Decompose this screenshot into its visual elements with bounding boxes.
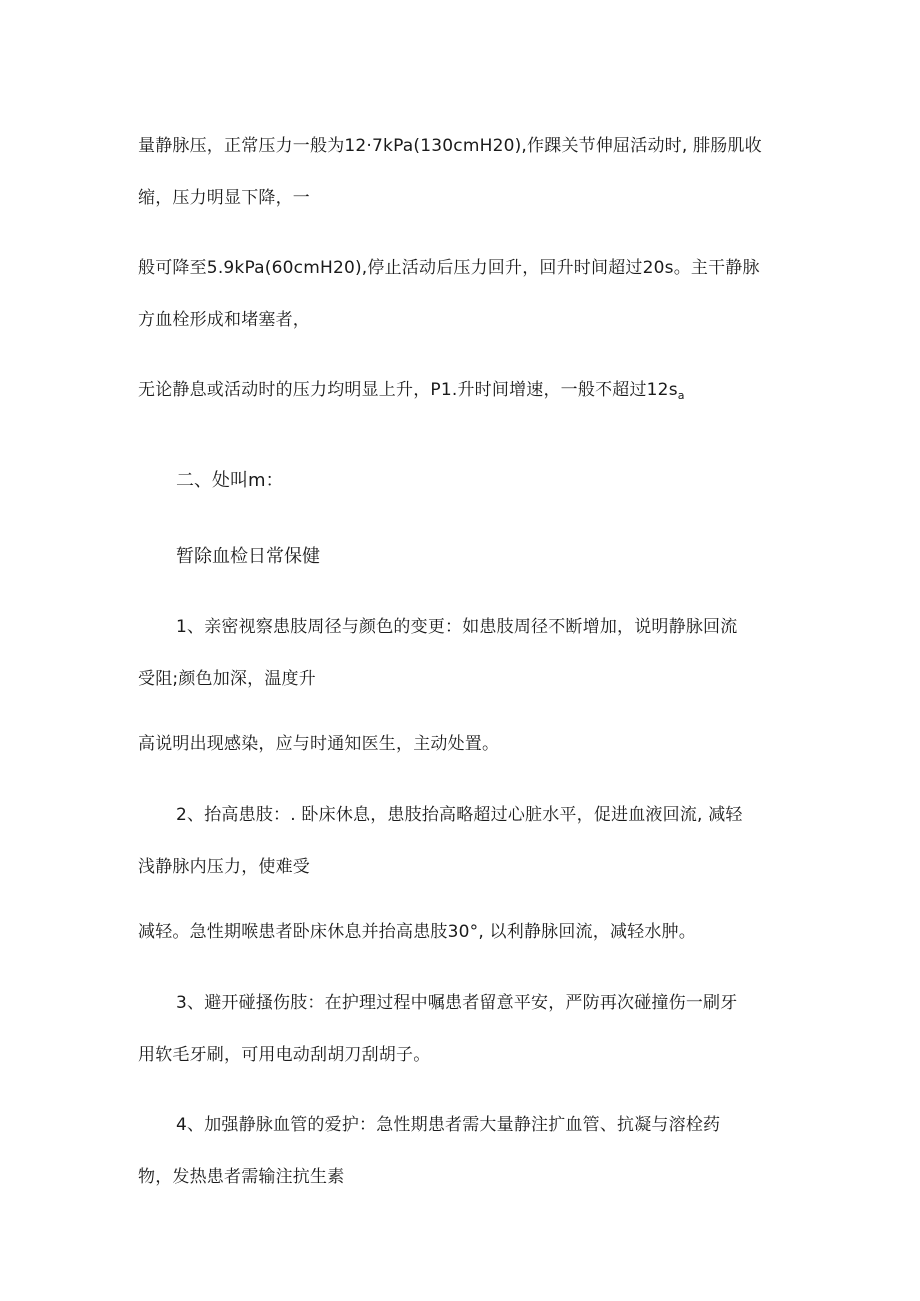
paragraph-pressure-drop: [138, 242, 788, 346]
list-item-2-continuation: [138, 906, 788, 958]
text-line: 3、避开碰搔伤肢：在护理过程中嘱患者留意平安，严防再次碰撞伤一刷牙: [176, 993, 738, 1013]
text-line: 减轻。急性期喉患者卧床休息并抬高患肢30°, 以利静脉回流，减轻水肿。: [138, 922, 696, 942]
paragraph-pressure-rise: [138, 364, 788, 422]
text-line: 浅静脉内压力，使难受: [138, 857, 310, 877]
text-line: 缩，压力明显下降，一: [138, 188, 310, 208]
text-line: 2、抬高患肢：. 卧床休息，患肢抬高略超过心脏水平，促进血液回流, 减轻: [176, 805, 743, 825]
text-line: 4、加强静脉血管的爱护：急性期患者需大量静注扩血管、抗凝与溶栓药: [176, 1115, 721, 1135]
text-line: 量静脉压，正常压力一般为12·7kPa(130cmH20),作踝关节伸屈活动时, 腓肠肌收: [138, 136, 762, 156]
subheading: 暂除血检日常保健: [176, 546, 320, 567]
subscript-mark: a: [677, 389, 685, 402]
list-item-1-continuation: [138, 718, 788, 770]
text-line: 般可降至5.9kPa(60cmH20),停止活动后压力回升，回升时间超过20s。主干静脉: [138, 258, 760, 278]
list-item-3: [138, 977, 788, 1081]
list-item-1: [138, 601, 788, 705]
text-line: 高说明出现感染，应与时通知医生，主动处置。: [138, 734, 500, 754]
paragraph-venous-pressure: [138, 120, 788, 224]
text-line: 用软毛牙刷，可用电动刮胡刀刮胡子。: [138, 1045, 431, 1065]
list-item-4: [138, 1099, 788, 1203]
text-line: 1、亲密视察患肢周径与颜色的变更：如患肢周径不断增加，说明静脉回流: [176, 617, 738, 637]
text-line: 无论静息或活动时的压力均明显上升，P1.升时间增速，一般不超过12s: [138, 380, 678, 400]
text-line: 物，发热患者需输注抗生素: [138, 1167, 345, 1187]
list-item-2: [138, 789, 788, 893]
section-heading: 二、处叫m：: [176, 470, 284, 491]
text-line: 方血栓形成和堵塞者，: [138, 310, 310, 330]
text-line: 受阻;颜色加深，温度升: [138, 669, 316, 689]
